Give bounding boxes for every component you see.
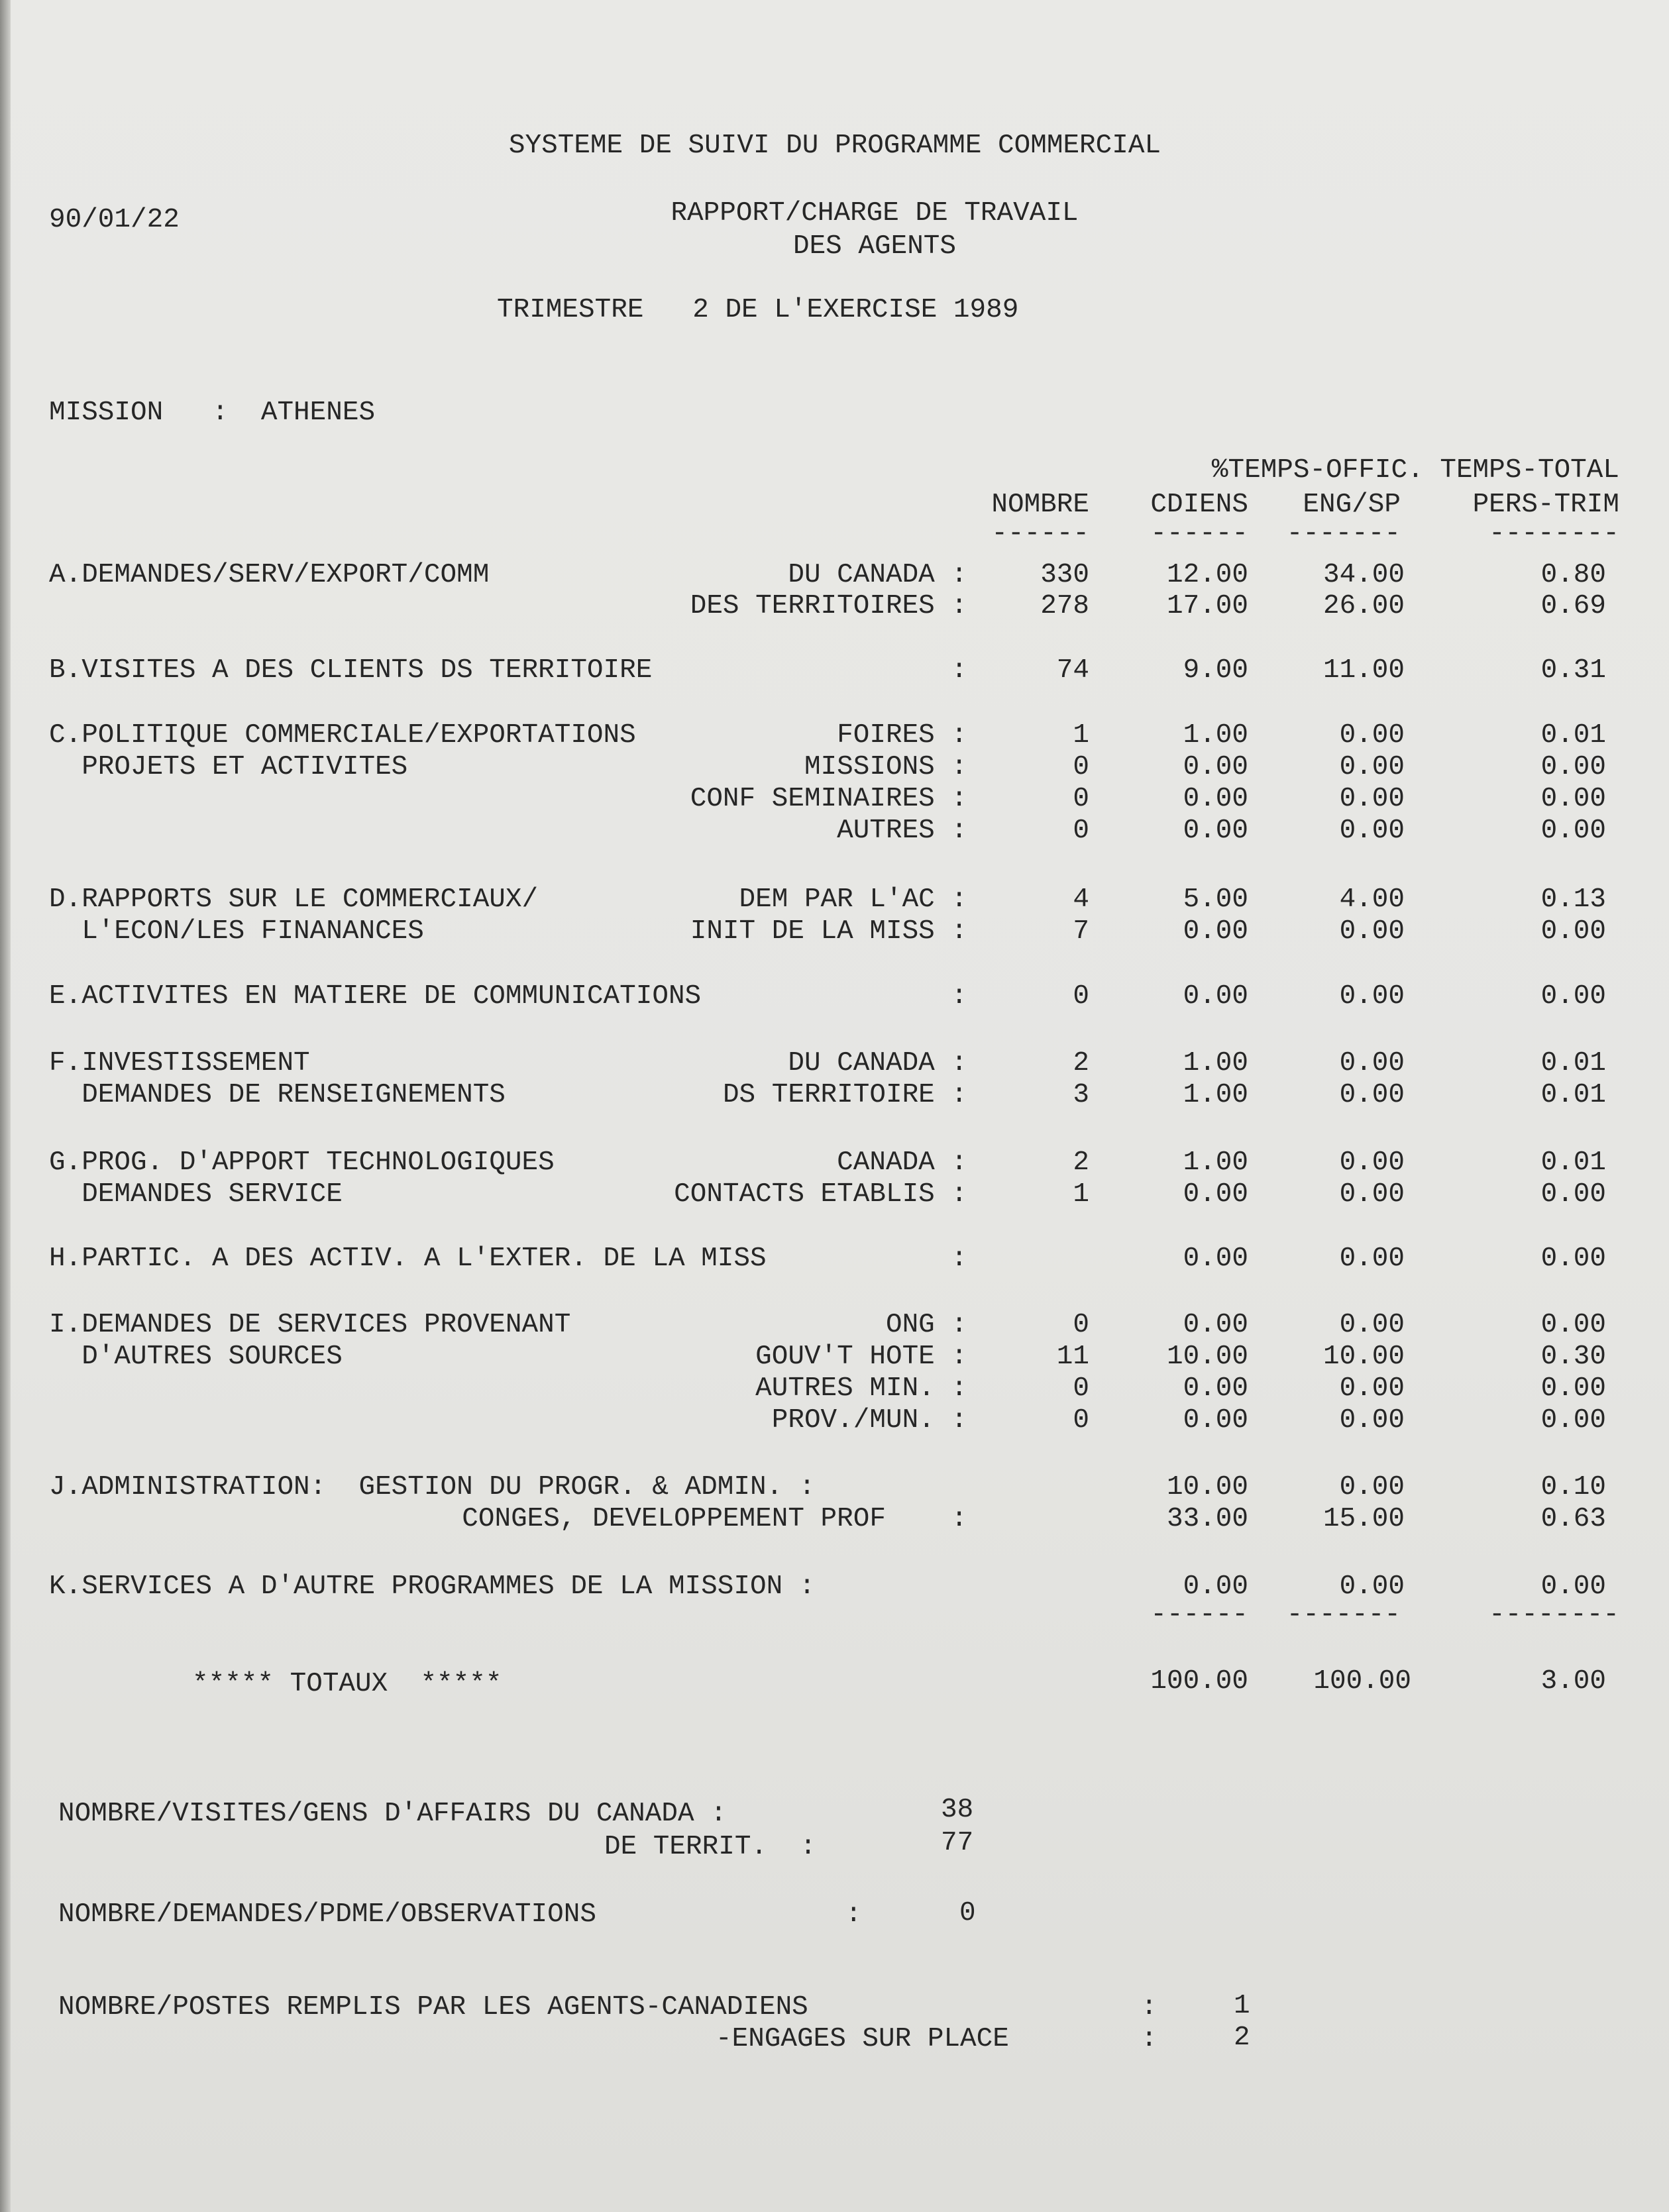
row-cdiens: 1.00 — [1183, 720, 1248, 751]
total-rule-engsp: ------- — [1286, 1600, 1401, 1630]
rule-engsp: ------- — [1286, 519, 1401, 549]
row-perstrim: 0.13 — [1540, 884, 1606, 915]
row-label: E.ACTIVITES EN MATIERE DE COMMUNICATIONS — [49, 981, 702, 1012]
row-cdiens: 5.00 — [1183, 884, 1248, 915]
row-label: D.RAPPORTS SUR LE COMMERCIAUX/ — [49, 884, 539, 915]
row-perstrim: 0.01 — [1540, 1048, 1606, 1079]
row-nombre: 278 — [1040, 591, 1089, 621]
row-sublabel: INIT DE LA MISS : — [690, 916, 967, 947]
row-cdiens: 12.00 — [1166, 560, 1248, 590]
row-nombre: 3 — [1073, 1080, 1089, 1110]
row-nombre: 1 — [1073, 1179, 1089, 1210]
row-engsp: 34.00 — [1322, 560, 1405, 590]
row-perstrim: 0.63 — [1540, 1504, 1606, 1534]
row-label: K.SERVICES A D'AUTRE PROGRAMMES DE LA MISSION : — [49, 1571, 816, 1602]
row-cdiens: 0.00 — [1183, 784, 1248, 814]
row-engsp: 0.00 — [1339, 1243, 1405, 1274]
report-period: TRIMESTRE 2 DE L'EXERCISE 1989 — [497, 295, 1019, 325]
row-sublabel: : — [951, 655, 967, 686]
row-engsp: 0.00 — [1339, 1147, 1405, 1178]
row-cdiens: 0.00 — [1183, 1373, 1248, 1404]
row-perstrim: 0.00 — [1540, 1373, 1606, 1404]
row-engsp: 0.00 — [1339, 1179, 1405, 1210]
row-sublabel: DEM PAR L'AC : — [739, 884, 967, 915]
row-label: F.INVESTISSEMENT — [49, 1048, 310, 1079]
row-cdiens: 0.00 — [1183, 916, 1248, 947]
postes-colon-1: : — [1141, 1992, 1158, 2023]
row-sublabel: DU CANADA : — [788, 560, 967, 590]
row-label: C.POLITIQUE COMMERCIALE/EXPORTATIONS — [49, 720, 636, 751]
row-engsp: 0.00 — [1339, 1373, 1405, 1404]
row-engsp: 15.00 — [1322, 1504, 1405, 1534]
row-cdiens: 0.00 — [1183, 1179, 1248, 1210]
row-label: H.PARTIC. A DES ACTIV. A L'EXTER. DE LA MISS — [49, 1243, 767, 1274]
rule-nombre: ------ — [991, 519, 1089, 549]
column-header-perstrim: PERS-TRIM — [1472, 490, 1619, 520]
row-perstrim: 0.10 — [1540, 1472, 1606, 1502]
column-header-cdiens: CDIENS — [1150, 490, 1248, 520]
row-cdiens: 33.00 — [1166, 1504, 1248, 1534]
total-rule-perstrim: -------- — [1489, 1600, 1619, 1630]
row-cdiens: 0.00 — [1183, 1310, 1248, 1340]
row-label: DEMANDES SERVICE — [49, 1179, 343, 1210]
row-cdiens: 0.00 — [1183, 1571, 1248, 1602]
row-nombre: 0 — [1073, 1310, 1089, 1340]
row-engsp: 0.00 — [1339, 1571, 1405, 1602]
visits-canada-label: NOMBRE/VISITES/GENS D'AFFAIRS DU CANADA : — [58, 1799, 727, 1829]
row-engsp: 26.00 — [1322, 591, 1405, 621]
visits-canada-value: 38 — [941, 1795, 974, 1825]
row-engsp: 0.00 — [1339, 752, 1405, 782]
row-nombre: 0 — [1073, 752, 1089, 782]
rule-cdiens: ------ — [1150, 519, 1248, 549]
row-engsp: 0.00 — [1339, 784, 1405, 814]
visits-territ-label: DE TERRIT. : — [604, 1832, 816, 1862]
column-header-top: %TEMPS-OFFIC. TEMPS-TOTAL — [1211, 455, 1619, 486]
report-title: SYSTEME DE SUIVI DU PROGRAMME COMMERCIAL — [508, 131, 1161, 161]
report-subtitle-line1: RAPPORT/CHARGE DE TRAVAIL — [671, 198, 1079, 229]
row-engsp: 0.00 — [1339, 1080, 1405, 1110]
total-rule-cdiens: ------ — [1150, 1600, 1248, 1630]
row-perstrim: 0.69 — [1540, 591, 1606, 621]
row-sublabel: CANADA : — [837, 1147, 967, 1178]
row-perstrim: 0.00 — [1540, 1243, 1606, 1274]
column-header-engsp: ENG/SP — [1303, 490, 1401, 520]
row-cdiens: 0.00 — [1183, 752, 1248, 782]
row-cdiens: 0.00 — [1183, 1405, 1248, 1436]
row-label: D'AUTRES SOURCES — [49, 1342, 343, 1372]
row-perstrim: 0.00 — [1540, 1310, 1606, 1340]
row-nombre: 330 — [1040, 560, 1089, 590]
row-perstrim: 0.01 — [1540, 1080, 1606, 1110]
postes-canadiens-value: 1 — [1234, 1991, 1250, 2021]
row-perstrim: 0.00 — [1540, 784, 1606, 814]
row-nombre: 0 — [1073, 1373, 1089, 1404]
row-nombre: 0 — [1073, 981, 1089, 1012]
row-label: G.PROG. D'APPORT TECHNOLOGIQUES — [49, 1147, 555, 1178]
total-engsp: 100.00 — [1313, 1666, 1411, 1697]
row-nombre: 11 — [1056, 1342, 1089, 1372]
row-nombre: 0 — [1073, 1405, 1089, 1436]
row-label: I.DEMANDES DE SERVICES PROVENANT — [49, 1310, 571, 1340]
demandes-pdme-label: NOMBRE/DEMANDES/PDME/OBSERVATIONS — [58, 1899, 596, 1930]
row-sublabel: DS TERRITOIRE : — [722, 1080, 967, 1110]
row-engsp: 0.00 — [1339, 816, 1405, 846]
column-header-nombre: NOMBRE — [991, 490, 1089, 520]
row-engsp: 11.00 — [1322, 655, 1405, 686]
row-nombre: 0 — [1073, 816, 1089, 846]
postes-label: NOMBRE/POSTES REMPLIS PAR LES AGENTS-CANADIENS — [58, 1992, 808, 2023]
postes-place-value: 2 — [1234, 2023, 1250, 2053]
row-engsp: 10.00 — [1322, 1342, 1405, 1372]
report-subtitle-line2: DES AGENTS — [792, 231, 957, 262]
row-perstrim: 0.00 — [1540, 816, 1606, 846]
row-sublabel: FOIRES : — [837, 720, 967, 751]
row-cdiens: 1.00 — [1183, 1048, 1248, 1079]
row-label: J.ADMINISTRATION: GESTION DU PROGR. & ADMIN. : — [49, 1472, 816, 1502]
row-perstrim: 0.00 — [1540, 1179, 1606, 1210]
row-nombre: 74 — [1056, 655, 1089, 686]
report-date: 90/01/22 — [49, 205, 180, 235]
row-cdiens: 17.00 — [1166, 591, 1248, 621]
row-sublabel: PROV./MUN. : — [771, 1405, 967, 1436]
row-cdiens: 10.00 — [1166, 1472, 1248, 1502]
row-engsp: 0.00 — [1339, 720, 1405, 751]
row-label: L'ECON/LES FINANANCES — [49, 916, 424, 947]
row-nombre: 0 — [1073, 784, 1089, 814]
row-sublabel: : — [951, 1243, 967, 1274]
row-label: PROJETS ET ACTIVITES — [49, 752, 408, 782]
page-edge-shadow — [0, 0, 11, 2212]
row-cdiens: 0.00 — [1183, 981, 1248, 1012]
row-cdiens: 10.00 — [1166, 1342, 1248, 1372]
row-perstrim: 0.00 — [1540, 916, 1606, 947]
row-perstrim: 0.30 — [1540, 1342, 1606, 1372]
row-label: A.DEMANDES/SERV/EXPORT/COMM — [49, 560, 490, 590]
row-cdiens: 1.00 — [1183, 1147, 1248, 1178]
row-sublabel: MISSIONS : — [804, 752, 967, 782]
row-nombre: 2 — [1073, 1147, 1089, 1178]
row-perstrim: 0.31 — [1540, 655, 1606, 686]
rule-perstrim: -------- — [1489, 519, 1619, 549]
row-sublabel: CONTACTS ETABLIS : — [674, 1179, 967, 1210]
row-engsp: 4.00 — [1339, 884, 1405, 915]
row-perstrim: 0.01 — [1540, 1147, 1606, 1178]
row-sublabel: DU CANADA : — [788, 1048, 967, 1079]
demandes-pdme-colon: : — [845, 1899, 862, 1930]
mission-label: MISSION : ATHENES — [49, 397, 376, 428]
row-nombre: 7 — [1073, 916, 1089, 947]
row-engsp: 0.00 — [1339, 981, 1405, 1012]
row-engsp: 0.00 — [1339, 1405, 1405, 1436]
postes-colon-2: : — [1141, 2024, 1158, 2054]
row-engsp: 0.00 — [1339, 1310, 1405, 1340]
row-cdiens: 0.00 — [1183, 816, 1248, 846]
total-perstrim: 3.00 — [1540, 1666, 1606, 1697]
row-sublabel: GOUV'T HOTE : — [755, 1342, 967, 1372]
row-perstrim: 0.00 — [1540, 1571, 1606, 1602]
row-sublabel: AUTRES : — [837, 816, 967, 846]
total-cdiens: 100.00 — [1150, 1666, 1248, 1697]
row-sublabel: CONGES, DEVELOPPEMENT PROF : — [462, 1504, 967, 1534]
row-perstrim: 0.00 — [1540, 1405, 1606, 1436]
row-nombre: 4 — [1073, 884, 1089, 915]
row-cdiens: 9.00 — [1183, 655, 1248, 686]
row-perstrim: 0.01 — [1540, 720, 1606, 751]
row-sublabel: AUTRES MIN. : — [755, 1373, 967, 1404]
row-cdiens: 1.00 — [1183, 1080, 1248, 1110]
row-label: DEMANDES DE RENSEIGNEMENTS — [49, 1080, 506, 1110]
row-label: B.VISITES A DES CLIENTS DS TERRITOIRE — [49, 655, 653, 686]
row-sublabel: CONF SEMINAIRES : — [690, 784, 967, 814]
row-sublabel: ONG : — [885, 1310, 967, 1340]
row-sublabel: DES TERRITOIRES : — [690, 591, 967, 621]
row-sublabel: : — [951, 981, 967, 1012]
row-perstrim: 0.00 — [1540, 752, 1606, 782]
row-engsp: 0.00 — [1339, 1048, 1405, 1079]
totals-label: ***** TOTAUX ***** — [192, 1669, 502, 1699]
postes-place-label: -ENGAGES SUR PLACE — [716, 2024, 1009, 2054]
row-nombre: 1 — [1073, 720, 1089, 751]
demandes-pdme-value: 0 — [959, 1898, 976, 1928]
row-cdiens: 0.00 — [1183, 1243, 1248, 1274]
row-engsp: 0.00 — [1339, 916, 1405, 947]
row-perstrim: 0.80 — [1540, 560, 1606, 590]
visits-territ-value: 77 — [941, 1828, 974, 1858]
row-nombre: 2 — [1073, 1048, 1089, 1079]
row-perstrim: 0.00 — [1540, 981, 1606, 1012]
row-engsp: 0.00 — [1339, 1472, 1405, 1502]
